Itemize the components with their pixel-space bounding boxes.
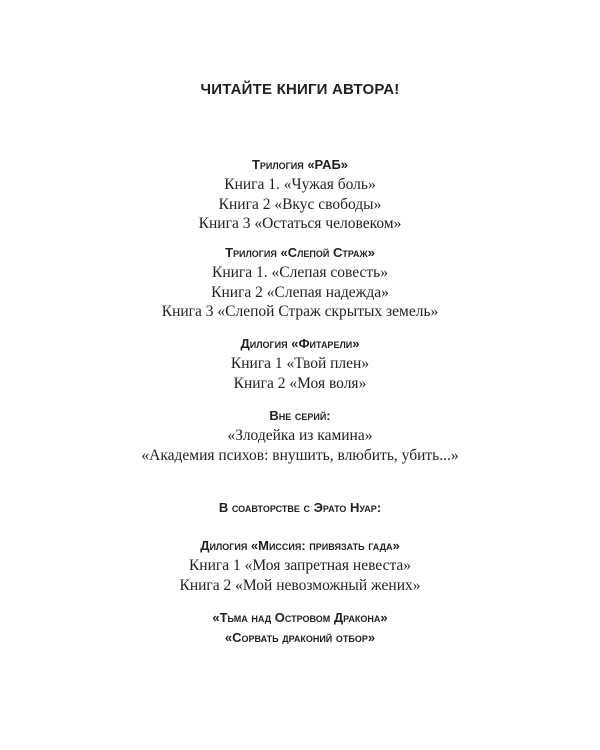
page-title: ЧИТАЙТЕ КНИГИ АВТОРА! xyxy=(200,81,400,98)
book-title: Книга 3 «Слепой Страж скрытых земель» xyxy=(161,303,439,320)
book-title: Книга 1 «Твой плен» xyxy=(230,355,370,372)
series-blind-guard xyxy=(0,243,600,322)
series-heading: Дилогия «Фитарели» xyxy=(240,336,360,351)
series-rab xyxy=(0,155,600,234)
coauthor-heading: В соавторстве с Эрато Нуар: xyxy=(218,500,382,515)
book-title: Книга 2 «Мой невозможный жених» xyxy=(179,576,421,594)
series-heading: Дилогия «Миссия: привязать гада» xyxy=(200,538,400,553)
book-title: Книга 2 «Моя воля» xyxy=(233,374,367,392)
book-title: Книга 1 «Моя запретная невеста» xyxy=(188,557,412,574)
book-title: Книга 1. «Слепая совесть» xyxy=(211,264,389,281)
series-heading: Трилогия «Слепой Страж» xyxy=(225,245,375,260)
series-heading: Трилогия «РАБ» xyxy=(251,157,349,172)
standalone-title: «Тьма над Островом Дракона» xyxy=(212,610,388,625)
book-title: «Злодейка из камина» xyxy=(227,427,373,444)
book-title: Книга 2 «Слепая надежда» xyxy=(211,283,389,301)
standalone-books xyxy=(0,406,600,465)
book-title: «Академия психов: внушить, влюбить, убить...» xyxy=(141,446,459,464)
standalone-title: «Сорвать драконий отбор» xyxy=(224,630,376,645)
series-heading: Вне серий: xyxy=(269,408,331,423)
book-title: Книга 3 «Остаться человеком» xyxy=(198,215,402,232)
series-mission xyxy=(0,536,600,595)
book-title: Книга 1. «Чужая боль» xyxy=(224,176,376,193)
coauthor-heading-block xyxy=(0,498,600,518)
series-fitareli xyxy=(0,334,600,393)
coauthor-standalone xyxy=(0,608,600,648)
book-title: Книга 2 «Вкус свободы» xyxy=(218,195,382,213)
